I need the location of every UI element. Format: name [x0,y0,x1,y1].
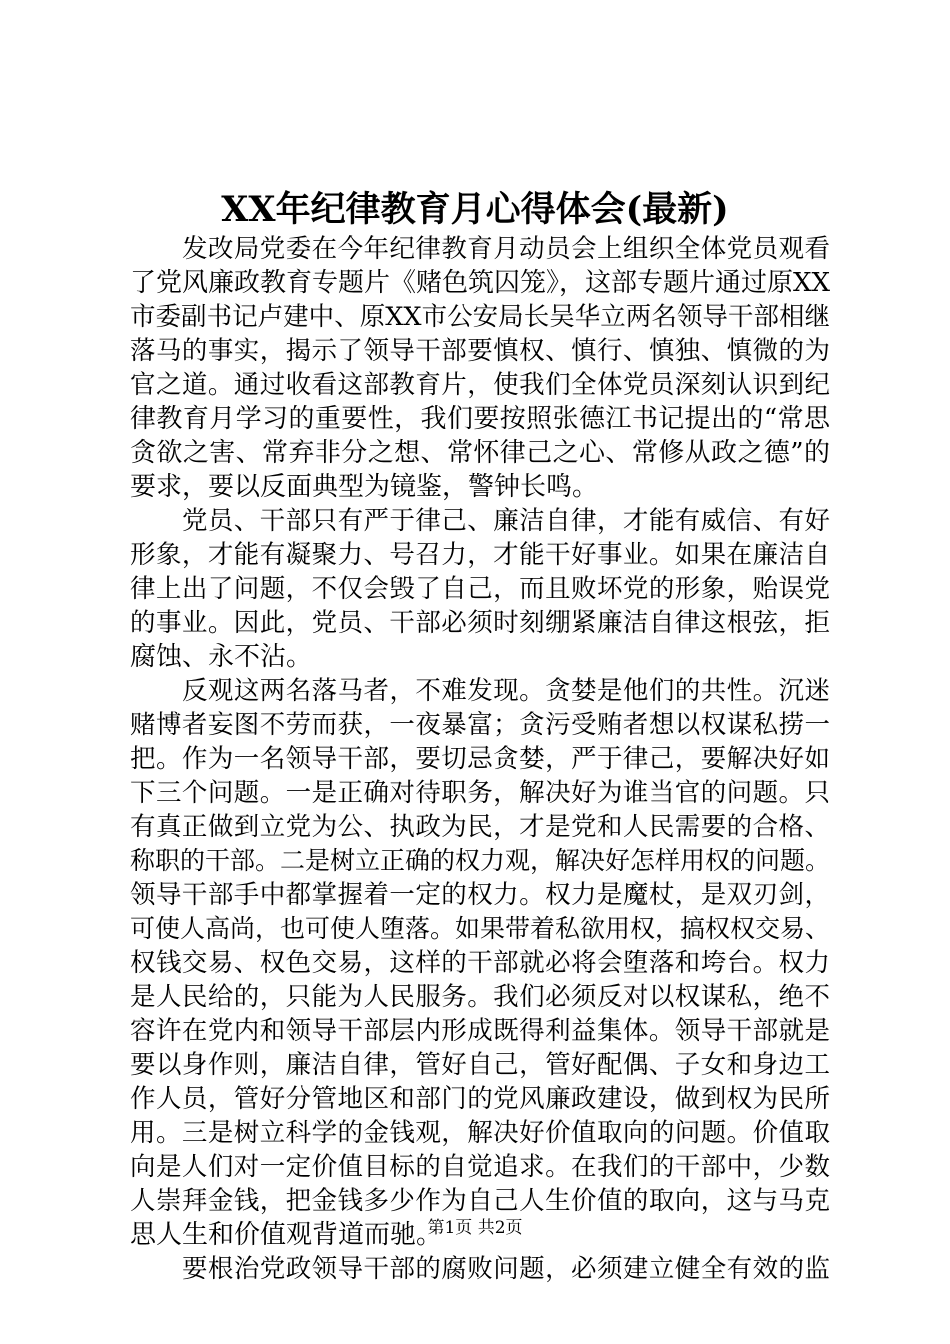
text-line: 领导干部手中都掌握着一定的权力。权力是魔杖，是双刃剑， [130,880,830,910]
text-line: 有真正做到立党为公、执政为民，才是党和人民需要的合格、 [130,812,830,842]
text-line: 落马的事实，揭示了领导干部要慎权、慎行、慎独、慎微的为 [130,336,830,366]
text-line: 的事业。因此，党员、干部必须时刻绷紧廉洁自律这根弦，拒 [130,608,830,638]
text-line: 律教育月学习的重要性，我们要按照张德江书记提出的“常思 [130,404,830,434]
text-line: 思人生和价值观背道而驰。 [130,1220,443,1250]
text-line: 党员、干部只有严于律己、廉洁自律，才能有威信、有好 [182,506,830,536]
text-line: 人崇拜金钱，把金钱多少作为自己人生价值的取向，这与马克 [130,1186,830,1216]
page-footer: 第1页 共2页 [427,1218,523,1238]
text-line: 是人民给的，只能为人民服务。我们必须反对以权谋私，绝不 [130,982,830,1012]
text-line: 下三个问题。一是正确对待职务，解决好为谁当官的问题。只 [130,778,830,808]
text-line: 形象，才能有凝聚力、号召力，才能干好事业。如果在廉洁自 [130,540,830,570]
text-line: 要根治党政领导干部的腐败问题，必须建立健全有效的监 [182,1254,830,1284]
text-line: 称职的干部。二是树立正确的权力观，解决好怎样用权的问题。 [130,846,831,875]
text-line: 容许在党内和领导干部层内形成既得利益集体。领导干部就是 [130,1016,830,1046]
text-line: 权钱交易、权色交易，这样的干部就必将会堕落和垮台。权力 [130,948,830,978]
text-line: 律上出了问题，不仅会毁了自己，而且败坏党的形象，贻误党 [130,574,830,604]
text-line: 向是人们对一定价值目标的自觉追求。在我们的干部中，少数 [130,1152,830,1182]
text-line: 腐蚀、永不沾。 [130,642,313,672]
text-line: 赌博者妄图不劳而获，一夜暴富；贪污受贿者想以权谋私捞一 [130,710,830,740]
text-line: 贪欲之害、常弃非分之想、常怀律己之心、常修从政之德”的 [130,438,830,468]
text-line: 作人员，管好分管地区和部门的党风廉政建设，做到权为民所 [130,1084,830,1114]
text-line: 发改局党委在今年纪律教育月动员会上组织全体党员观看 [182,234,830,264]
text-line: 反观这两名落马者，不难发现。贪婪是他们的共性。沉迷 [182,676,830,706]
text-line: 了党风廉政教育专题片《赌色筑囚笼》，这部专题片通过原XX [130,268,831,298]
document-body [130,232,830,1286]
text-line: 要求，要以反面典型为镜鉴，警钟长鸣。 [130,472,599,502]
text-line: 可使人高尚，也可使人堕落。如果带着私欲用权，搞权权交易、 [130,914,831,943]
text-line: 官之道。通过收看这部教育片，使我们全体党员深刻认识到纪 [130,370,830,400]
page-title: XX年纪律教育月心得体会(最新) [221,189,729,230]
text-line: 把。作为一名领导干部，要切忌贪婪，严于律己，要解决好如 [130,744,830,774]
text-line: 用。三是树立科学的金钱观，解决好价值取向的问题。价值取 [130,1118,830,1148]
text-line: 市委副书记卢建中、原XX市公安局长吴华立两名领导干部相继 [130,302,830,332]
text-line: 要以身作则，廉洁自律，管好自己，管好配偶、子女和身边工 [130,1050,830,1080]
